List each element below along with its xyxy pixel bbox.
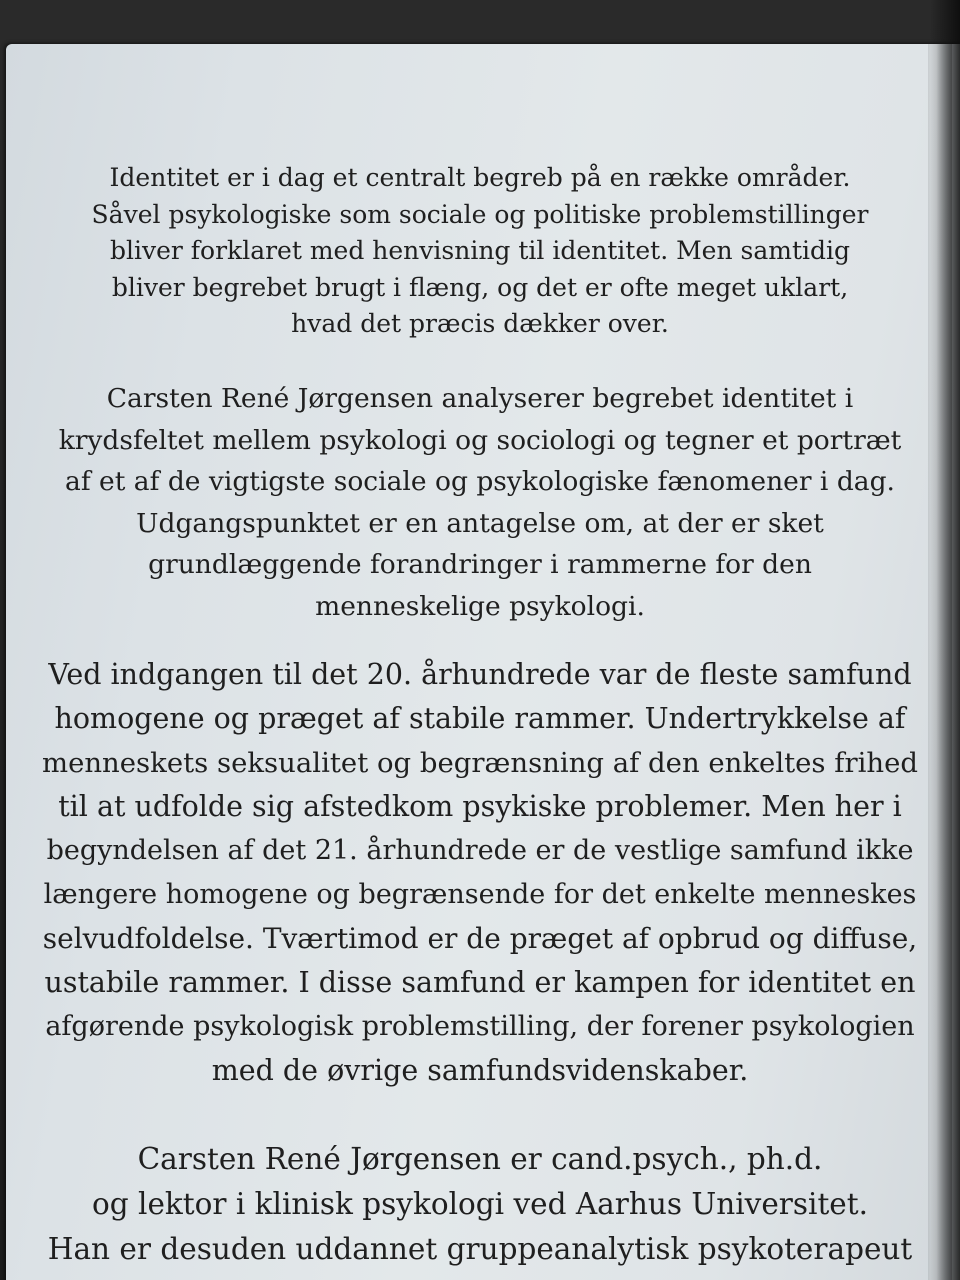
text-line: af et af de vigtigste sociale og psykologiske fænomener i dag.	[65, 466, 895, 497]
text-line: med de øvrige samfundsvidenskaber.	[211, 1054, 749, 1087]
text-line: Ved indgangen til det 20. århundrede var de fleste samfund	[48, 658, 912, 691]
text-line: Carsten René Jørgensen er cand.psych., ph.d.	[137, 1142, 823, 1176]
text-line: hvad det præcis dækker over.	[291, 309, 669, 338]
dark-background-edge	[930, 0, 960, 1280]
text-line: til at udfolde sig afstedkom psykiske problemer. Men her i	[58, 790, 902, 823]
text-line: menneskets seksualitet og begrænsning af den enkeltes frihed	[42, 747, 918, 779]
text-line: homogene og præget af stabile rammer. Undertrykkelse af	[54, 702, 906, 735]
text-line: afgørende psykologisk problemstilling, der forener psykologien	[45, 1011, 915, 1042]
text-line: Udgangspunktet er en antagelse om, at der er sket	[136, 507, 824, 539]
text-line: bliver begrebet brugt i flæng, og det er ofte meget uklart,	[111, 272, 849, 302]
blurb-paragraph-2	[40, 378, 920, 627]
text-line: Carsten René Jørgensen analyserer begrebet identitet i	[106, 383, 854, 414]
blurb-paragraph-1	[40, 160, 920, 343]
text-line: grundlæggende forandringer i rammerne for den	[148, 549, 812, 580]
author-bio-paragraph	[40, 1137, 920, 1272]
text-line: ustabile rammer. I disse samfund er kampen for identitet en	[44, 966, 916, 999]
text-line: begyndelsen af det 21. århundrede er de vestlige samfund ikke	[46, 835, 914, 866]
text-line: selvudfoldelse. Tværtimod er de præget af opbrud og diffuse,	[42, 922, 918, 955]
text-line: menneskelige psykologi.	[315, 590, 645, 622]
text-line: og lektor i klinisk psykologi ved Aarhus Universitet.	[91, 1187, 869, 1221]
text-line: længere homogene og begrænsende for det enkelte menneskes	[43, 879, 917, 910]
text-line: krydsfeltet mellem psykologi og sociologi og tegner et portræt	[58, 424, 902, 456]
blurb-paragraph-3	[40, 653, 920, 1093]
text-line: Han er desuden uddannet gruppeanalytisk psykoterapeut	[47, 1232, 913, 1266]
text-line: bliver forklaret med henvisning til identitet. Men samtidig	[109, 236, 851, 265]
text-line: Identitet er i dag et centralt begreb på en række områder.	[109, 163, 851, 192]
text-line: Såvel psykologiske som sociale og politiske problemstillinger	[91, 199, 869, 229]
